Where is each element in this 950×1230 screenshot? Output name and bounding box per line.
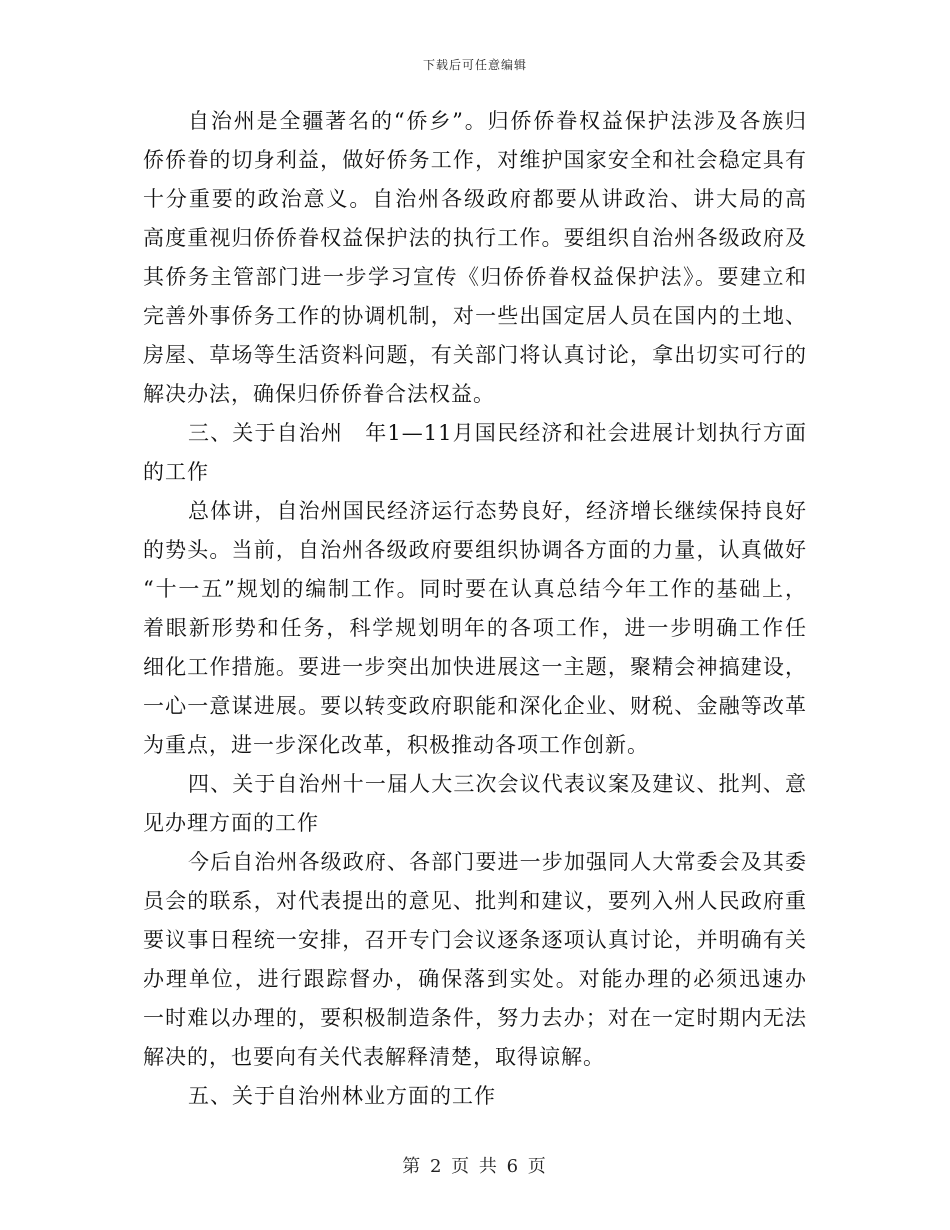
- page-header: 下载后可任意编辑: [422, 58, 527, 72]
- text-line: 要议事日程统一安排，召开专门会议逐条逐项认真讨论，并明确有关: [143, 928, 807, 952]
- text-line: 办理单位，进行跟踪督办，确保落到实处。对能办理的必须迅速办: [143, 967, 807, 991]
- text-line: 侨侨眷的切身利益，做好侨务工作，对维护国家安全和社会稳定具有: [143, 148, 807, 172]
- text-line: 十分重要的政治意义。自治州各级政府都要从讲政治、讲大局的高: [143, 187, 807, 211]
- text-line: 自治州是全疆著名的“侨乡”。归侨侨眷权益保护法涉及各族归: [188, 109, 807, 133]
- text-line: 总体讲，自治州国民经济运行态势良好，经济增长继续保持良好: [188, 499, 807, 523]
- text-line: 员会的联系，对代表提出的意见、批判和建议，要列入州人民政府重: [143, 889, 807, 913]
- text-line: 细化工作措施。要进一步突出加快进展这一主题，聚精会神搞建设，: [143, 655, 807, 679]
- text-line: 着眼新形势和任务，科学规划明年的各项工作，进一步明确工作任: [143, 616, 807, 640]
- text-line: 的势头。当前，自治州各级政府要组织协调各方面的力量，认真做好: [143, 538, 807, 562]
- text-line: 高度重视归侨侨眷权益保护法的执行工作。要组织自治州各级政府及: [143, 226, 807, 250]
- text-line: 一时难以办理的，要积极制造条件，努力去办；对在一定时期内无法: [143, 1006, 807, 1030]
- text-line: 四、关于自治州十一届人大三次会议代表议案及建议、批判、意: [188, 772, 807, 796]
- text-line: 完善外事侨务工作的协调机制，对一些出国定居人员在国内的土地、: [143, 304, 807, 328]
- text-line: 见办理方面的工作: [143, 811, 319, 835]
- text-line: 解决的，也要向有关代表解释清楚，取得谅解。: [143, 1045, 605, 1069]
- text-line: 为重点，进一步深化改革，积极推动各项工作创新。: [143, 733, 649, 757]
- text-line: 一心一意谋进展。要以转变政府职能和深化企业、财税、金融等改革: [143, 694, 807, 718]
- document-body: [143, 102, 807, 1116]
- text-line: 的工作: [143, 460, 209, 484]
- text-line: 其侨务主管部门进一步学习宣传《归侨侨眷权益保护法》。要建立和: [143, 265, 807, 289]
- text-line: 五、关于自治州林业方面的工作: [188, 1084, 496, 1108]
- text-line: 三、关于自治州 年1—11月国民经济和社会进展计划执行方面: [188, 421, 807, 445]
- text-line: “十一五”规划的编制工作。同时要在认真总结今年工作的基础上，: [143, 577, 807, 601]
- page-number: 第 2 页 共 6 页: [402, 1156, 548, 1177]
- text-line: 今后自治州各级政府、各部门要进一步加强同人大常委会及其委: [188, 850, 807, 874]
- text-line: 房屋、草场等生活资料问题，有关部门将认真讨论，拿出切实可行的: [143, 343, 807, 367]
- text-line: 解决办法，确保归侨侨眷合法权益。: [143, 382, 495, 406]
